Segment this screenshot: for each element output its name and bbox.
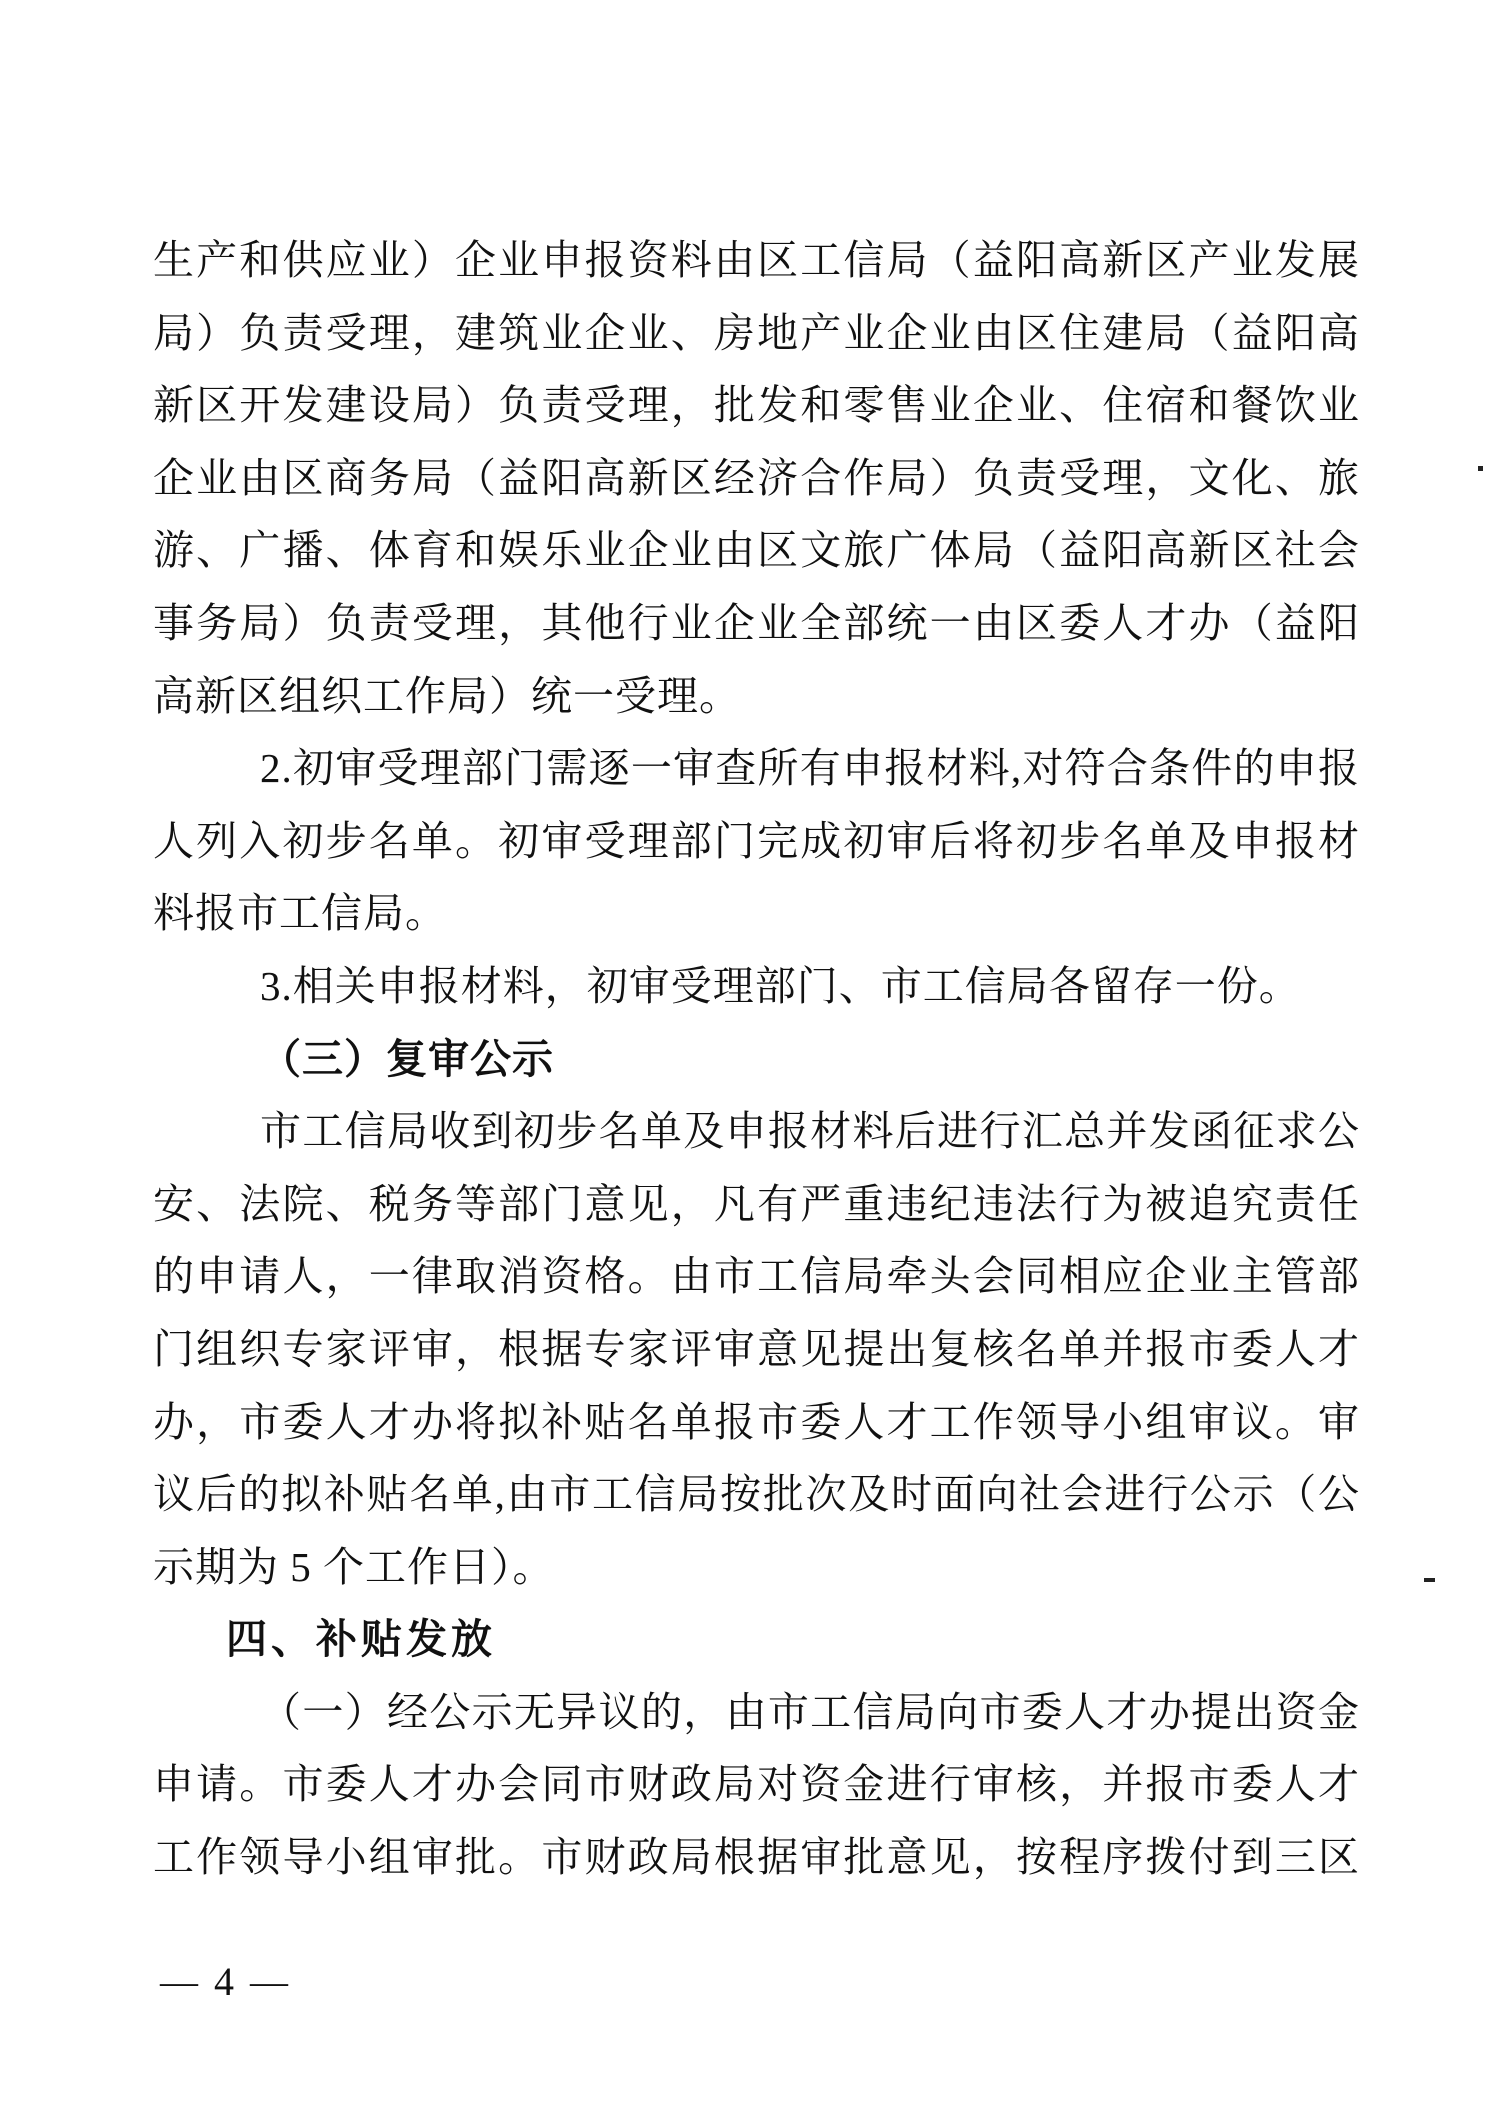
text-line: 办，市委人才办将拟补贴名单报市委人才工作领导小组审议。审 <box>153 1398 1360 1445</box>
footer-dash-left: — <box>160 1961 198 2003</box>
heading-line: （三）复审公示 <box>260 1035 554 1082</box>
text-line: 议后的拟补贴名单,由市工信局按批次及时面向社会进行公示（公 <box>153 1471 1360 1518</box>
page-footer <box>160 1956 288 2008</box>
page-number: 4 <box>214 1959 234 2004</box>
text-line: 料报市工信局。 <box>153 890 447 937</box>
text-line: 生产和供应业）企业申报资料由区工信局（益阳高新区产业发展 <box>153 237 1360 283</box>
text-line: 申请。市委人才办会同市财政局对资金进行审核，并报市委人才 <box>153 1761 1360 1808</box>
text-line: 事务局）负责受理，其他行业企业全部统一由区委人才办（益阳 <box>153 599 1360 646</box>
text-line: 3.相关申报材料，初审受理部门、市工信局各留存一份。 <box>260 962 1301 1009</box>
heading-line: 四、补贴发放 <box>226 1616 496 1663</box>
text-line: 示期为 5 个工作日）。 <box>153 1543 555 1590</box>
scan-speck-dot <box>1478 466 1483 471</box>
text-line: 企业由区商务局（益阳高新区经济合作局）负责受理，文化、旅 <box>153 454 1360 501</box>
text-line: 游、广播、体育和娱乐业企业由区文旅广体局（益阳高新区社会 <box>153 527 1360 574</box>
text-line: 新区开发建设局）负责受理，批发和零售业企业、住宿和餐饮业 <box>153 382 1360 429</box>
text-line: 的申请人，一律取消资格。由市工信局牵头会同相应企业主管部 <box>153 1253 1360 1300</box>
text-line: 市工信局收到初步名单及申报材料后进行汇总并发函征求公 <box>260 1108 1360 1155</box>
footer-dash-right: — <box>250 1961 288 2003</box>
text-line: 局）负责受理，建筑业企业、房地产业企业由区住建局（益阳高 <box>153 309 1360 356</box>
text-line: 门组织专家评审，根据专家评审意见提出复核名单并报市委人才 <box>153 1325 1360 1372</box>
text-line: 工作领导小组审批。市财政局根据审批意见，按程序拨付到三区 <box>153 1834 1360 1881</box>
scan-speck-dash <box>1424 1578 1435 1582</box>
text-line: 人列入初步名单。初审受理部门完成初审后将初步名单及申报材 <box>153 817 1360 864</box>
text-line: 高新区组织工作局）统一受理。 <box>153 672 741 719</box>
text-line: 2.初审受理部门需逐一审查所有申报材料,对符合条件的申报 <box>260 745 1360 792</box>
document-body <box>153 224 1360 1894</box>
text-line: 安、法院、税务等部门意见，凡有严重违纪违法行为被追究责任 <box>153 1180 1360 1227</box>
text-line: （一）经公示无异议的，由市工信局向市委人才办提出资金 <box>260 1688 1360 1735</box>
